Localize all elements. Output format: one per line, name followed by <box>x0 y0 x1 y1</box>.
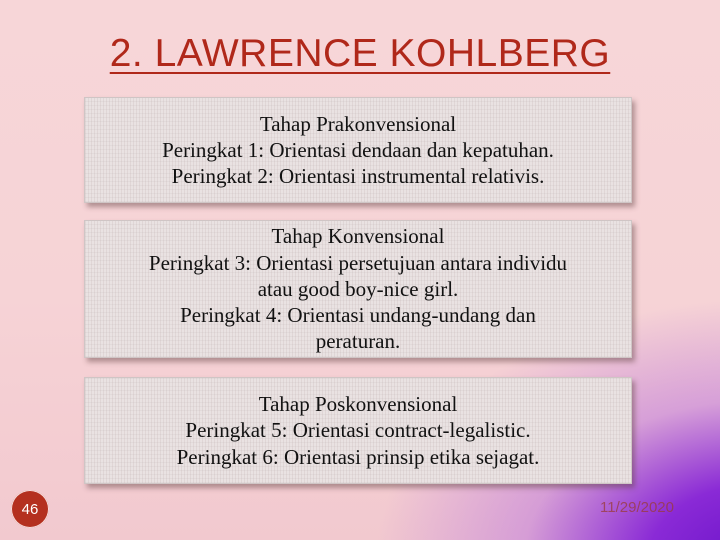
stage-level-line: Peringkat 6: Orientasi prinsip etika sejagat. <box>176 444 540 469</box>
stage-level-line: peraturan. <box>315 329 401 354</box>
slide-date: 11/29/2020 <box>600 499 674 516</box>
stage-heading: Tahap Poskonvensional <box>258 392 458 417</box>
slide-number-badge: 46 <box>11 490 49 528</box>
stage-box-preconventional <box>84 97 632 203</box>
stage-box-postconventional <box>84 377 632 484</box>
stage-level-line: Peringkat 2: Orientasi instrumental relativis. <box>171 164 545 189</box>
stage-box-text <box>149 223 567 354</box>
stage-level-line: atau good boy-nice girl. <box>257 276 459 301</box>
stage-heading: Tahap Konvensional <box>271 224 445 249</box>
stage-box-conventional <box>84 220 632 358</box>
stage-heading: Tahap Prakonvensional <box>259 111 457 136</box>
stage-box-text <box>162 111 554 190</box>
stage-level-line: Peringkat 1: Orientasi dendaan dan kepatuhan. <box>162 137 554 162</box>
stage-level-line: Peringkat 5: Orientasi contract-legalistic. <box>185 418 531 443</box>
slide-title: 2. LAWRENCE KOHLBERG <box>109 32 611 75</box>
stage-level-line: Peringkat 4: Orientasi undang-undang dan <box>180 303 536 328</box>
stage-box-text <box>177 391 540 470</box>
stage-level-line: Peringkat 3: Orientasi persetujuan antara individu <box>148 250 568 275</box>
